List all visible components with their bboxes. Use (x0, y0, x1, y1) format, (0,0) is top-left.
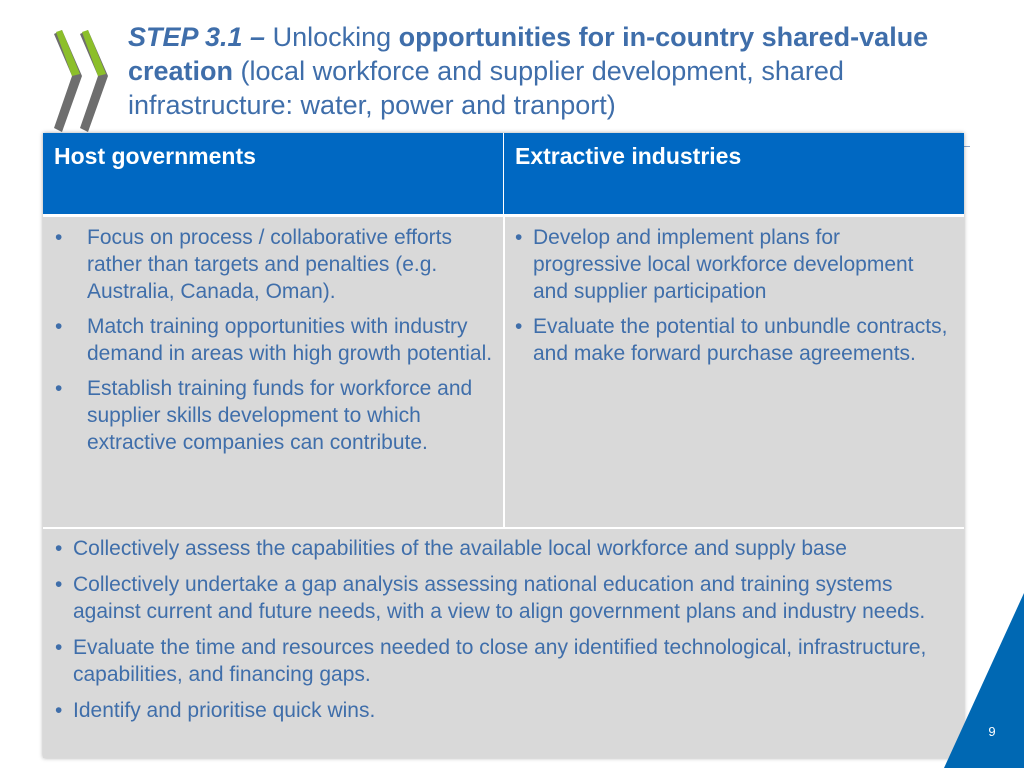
list-item-text: Focus on process / collaborative efforts rather than targets and penalties (e.g. Australia, Canada, Oman). (87, 226, 452, 303)
list-item-text: Establish training funds for workforce and supplier skills development to which extractive companies can contribute. (87, 377, 473, 454)
bullet: • (55, 699, 63, 722)
list-item (55, 571, 952, 625)
title-part2: (local workforce and supplier development, shared infrastructure: water, power and tranport) (128, 56, 844, 120)
header-host-governments: Host governments (43, 133, 503, 214)
slide-title (128, 20, 958, 122)
list-item (55, 313, 493, 367)
corner-decoration-icon (944, 593, 1024, 768)
bullet: • (515, 315, 523, 338)
list-item-text: Evaluate the time and resources needed to close any identified technological, infrastructure, capabilities, and financing gaps. (73, 636, 927, 686)
bullet: • (55, 636, 63, 659)
header-extractive-industries: Extractive industries (504, 133, 964, 214)
host-governments-cell (43, 224, 503, 464)
joint-actions-cell (43, 535, 964, 733)
page-number: 9 (988, 724, 996, 739)
double-chevron-logo-icon (52, 30, 112, 132)
list-item (55, 535, 952, 562)
list-item (55, 634, 952, 688)
list-item (55, 375, 493, 456)
title-step: STEP 3.1 – (128, 22, 266, 52)
list-item (515, 224, 954, 305)
list-item (515, 313, 954, 367)
title-bold: opportunities for in-country shared-value creation (128, 22, 929, 86)
list-item-text: Match training opportunities with industry demand in areas with high growth potential. (87, 315, 493, 365)
bullet: • (55, 315, 63, 338)
list-item (55, 224, 493, 305)
list-item-text: Collectively assess the capabilities of the available local workforce and supply base (73, 537, 847, 560)
list-item-text: Evaluate the potential to unbundle contracts, and make forward purchase agreements. (533, 315, 948, 365)
title-rule (964, 146, 970, 147)
title-part1: Unlocking (265, 22, 399, 52)
bullet: • (515, 226, 523, 249)
list-item-text: Develop and implement plans for progressive local workforce development and supplier participation (533, 226, 914, 303)
list-item (55, 697, 952, 724)
row-divider-bottom (43, 527, 964, 529)
bullet: • (55, 377, 63, 400)
list-item-text: Identify and prioritise quick wins. (73, 699, 376, 722)
list-item-text: Collectively undertake a gap analysis assessing national education and training systems against current and future needs, with a view to align government plans and industry needs. (73, 573, 926, 623)
bullet: • (55, 573, 63, 596)
bullet: • (55, 537, 63, 560)
bullet: • (55, 226, 63, 249)
extractive-industries-cell (505, 224, 964, 375)
content-table (43, 133, 964, 758)
